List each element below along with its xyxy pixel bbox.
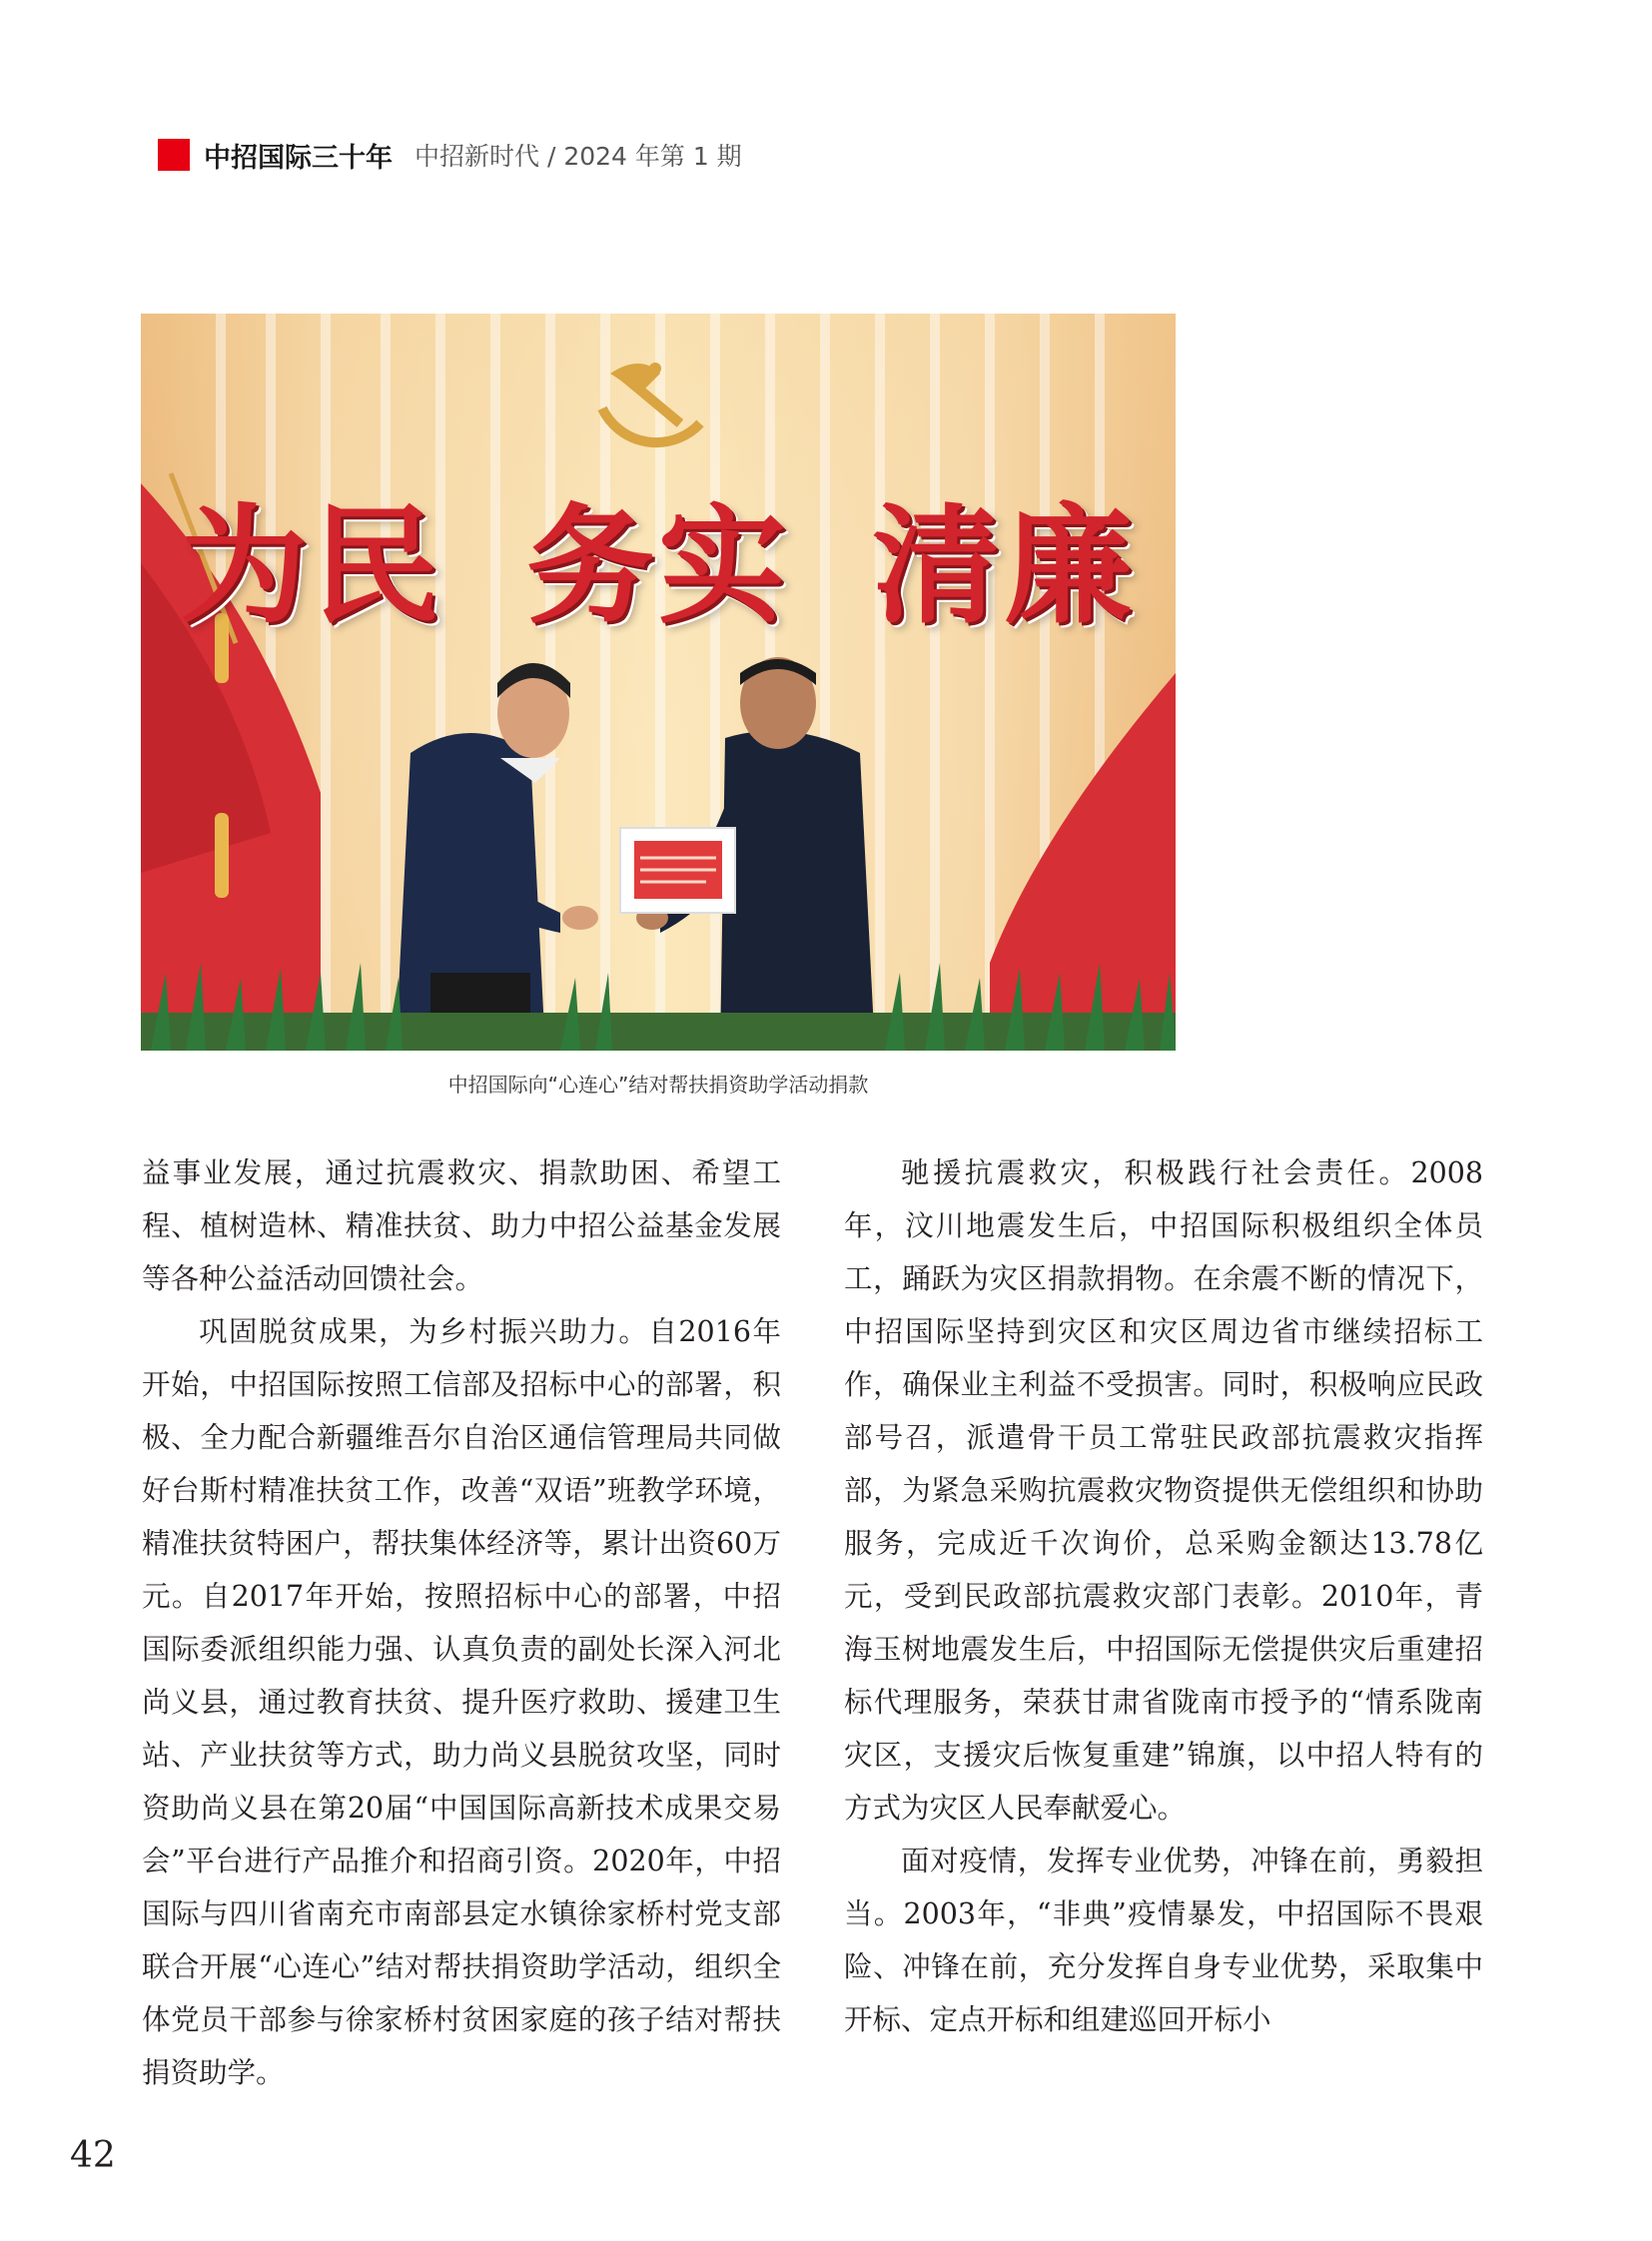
running-header <box>158 135 742 175</box>
photo-scene <box>141 314 1176 1051</box>
section-marker-square <box>158 139 190 171</box>
issue-label: 中招新时代 / 2024 年第 1 期 <box>414 142 742 171</box>
donation-certificate <box>620 828 735 913</box>
paragraph: 面对疫情，发挥专业优势，冲锋在前，勇毅担当。2003年，“非典”疫情暴发，中招国际不畏艰险、冲锋在前，充分发挥自身专业优势，采取集中开标、定点开标和组建巡回开标小 <box>844 1845 1483 2036</box>
page-number: 42 <box>70 2135 116 2176</box>
photo-caption: 中招国际向“心连心”结对帮扶捐资助学活动捐款 <box>447 1073 869 1097</box>
photo-slogan-banner: 为民 务实 清廉 <box>180 492 1137 641</box>
paragraph: 驰援抗震救灾，积极践行社会责任。2008年，汶川地震发生后，中招国际积极组织全体员工，踊跃为灾区捐款捐物。在余震不断的情况下，中招国际坚持到灾区和灾区周边省市继续招标工作，确保业主利益不受损害。同时，积极响应民政部号召，派遣骨干员工常驻民政部抗震救灾指挥部，为紧急采购抗震救灾物资提供无偿组织和协助服务，完成近千次询价，总采购金额达13.78亿元，受到民政部抗震救灾部门表彰。2010年，青海玉树地震发生后，中招国际无偿提供灾后重建招标代理服务，荣获甘肃省陇南市授予的“情系陇南灾区，支援灾后恢复重建”锦旗，以中招人特有的方式为灾区人民奉献爱心。 <box>844 1156 1483 1825</box>
event-photo <box>141 314 1176 1051</box>
paragraph: 巩固脱贫成果，为乡村振兴助力。自2016年开始，中招国际按照工信部及招标中心的部署，积极、全力配合新疆维吾尔自治区通信管理局共同做好台斯村精准扶贫工作，改善“双语”班教学环境，精准扶贫特困户，帮扶集体经济等，累计出资60万元。自2017年开始，按照招标中心的部署，中招国际委派组织能力强、认真负责的副处长深入河北尚义县，通过教育扶贫、提升医疗救助、援建卫生站、产业扶贫等方式，助力尚义县脱贫攻坚，同时资助尚义县在第20届“中国国际高新技术成果交易会”平台进行产品推介和招商引资。2020年，中招国际与四川省南充市南部县定水镇徐家桥村党支部联合开展“心连心”结对帮扶捐资助学活动，组织全体党员干部参与徐家桥村贫困家庭的孩子结对帮扶捐资助学。 <box>142 1315 781 2089</box>
paragraph: 益事业发展，通过抗震救灾、捐款助困、希望工程、植树造林、精准扶贫、助力中招公益基金发展等各种公益活动回馈社会。 <box>142 1156 781 1295</box>
article-column-left <box>142 1146 781 2099</box>
section-title: 中招国际三十年 <box>204 142 393 174</box>
article-column-right <box>844 1146 1483 2046</box>
